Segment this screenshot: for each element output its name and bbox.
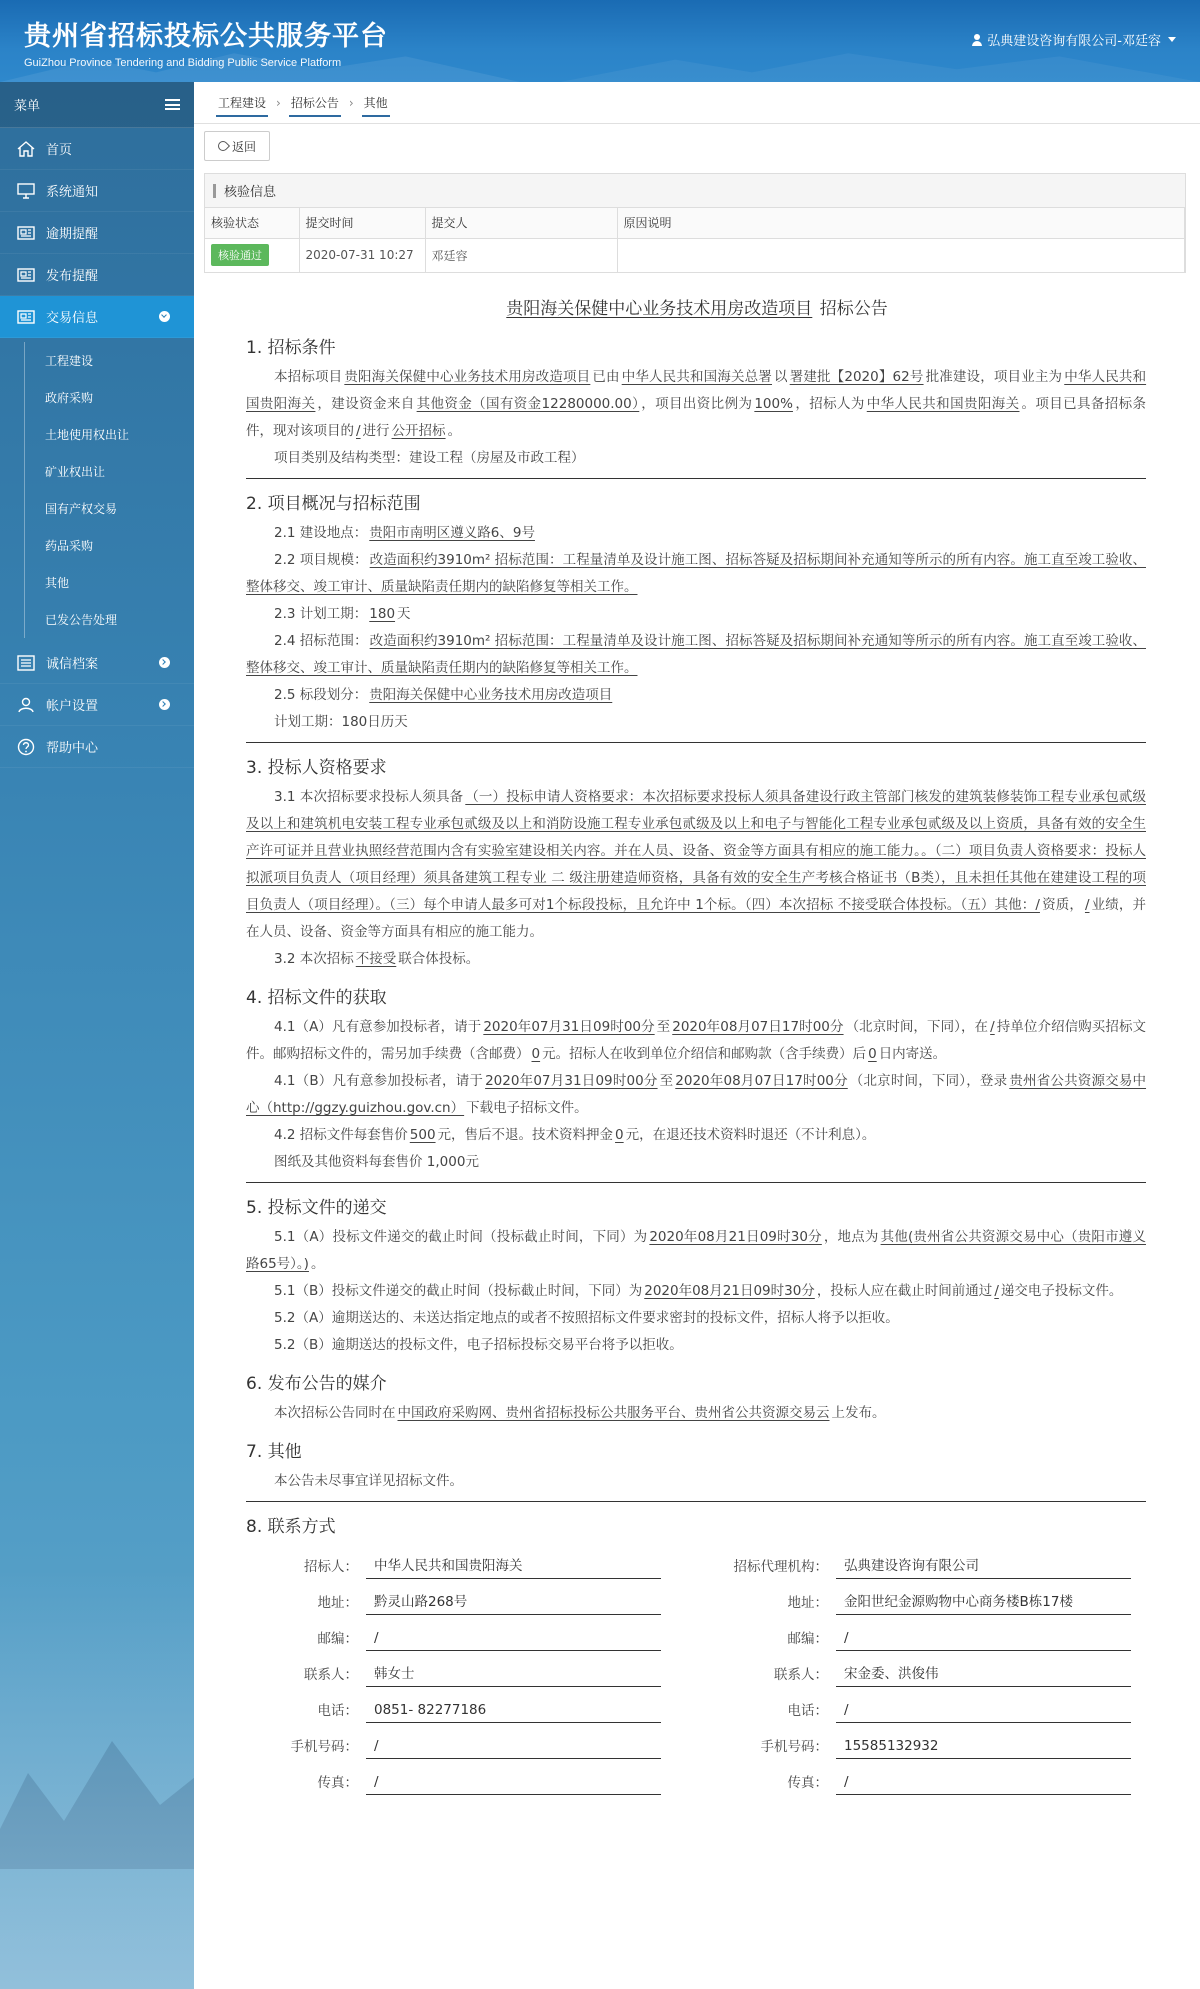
paragraph: 5.2（B）逾期送达的投标文件，电子招标投标交易平台将予以拒收。 [274,1337,683,1353]
paragraph: 4.1（A）凡有意参加投标者，请于 2020年07月31日09时00分 至 2020年08月07日17时00分 （北京时间，下同），在 / 持单位介绍信购买招标文件。邮购招标文件的，需另加手续费（含邮费） 0 元。招标人在收到单位介绍信和邮购款（含手续费）后 0 日内寄送。 [246,1019,1147,1062]
sidebar [0,82,194,1989]
paragraph: 本公告未尽事宜详见招标文件。 [274,1473,463,1489]
subitem-label: 已发公告处理 [45,613,118,627]
paragraph: 2.5 标段划分： 贵阳海关保健中心业务技术用房改造项目 [274,687,613,703]
sidebar-item-help[interactable] [0,726,194,768]
section-heading: 5. 投标文件的递交 [246,1198,387,1218]
document-title [246,294,1146,319]
sidebar-item-label: 交易信息 [46,311,99,326]
sidebar-subitem-medicine[interactable] [0,527,194,564]
verify-table [205,208,1185,272]
contact-info [246,1543,1146,1795]
back-button[interactable] [204,131,270,161]
paragraph: 2.4 招标范围： 改造面积约3910m² 招标范围：工程量清单及设计施工图、招标答疑及招标期间补充通知等所示的所有内容。施工直至竣工验收、整体移交、竣工审计、质量缺陷责任期内的缺陷修复等相关工作。 [246,633,1146,676]
paragraph: 2.2 项目规模： 改造面积约3910m² 招标范围：工程量清单及设计施工图、招标答疑及招标期间补充通知等所示的所有内容。施工直至竣工验收、整体移交、竣工审计、质量缺陷责任期内的缺陷修复等相关工作。 [246,552,1146,595]
section-4 [246,983,1146,1183]
sidebar-item-notice[interactable] [0,170,194,212]
subitem-label: 矿业权出让 [45,465,106,479]
user-name: 弘典建设咨询有限公司-邓廷容 [987,34,1161,49]
paragraph: 本次招标公告同时在 中国政府采购网、贵州省招标投标公共服务平台、贵州省公共资源交易云 上发布。 [274,1405,886,1421]
platform-logo[interactable] [24,14,388,69]
contact-agency [716,1543,1146,1795]
section-heading: 4. 招标文件的获取 [246,988,387,1008]
column-header: 提交人 [425,208,617,238]
paragraph: 项目类别及结构类型：建设工程（房屋及市政工程） [274,450,585,466]
status-cell [205,238,299,272]
section-6 [246,1369,1146,1427]
sidebar-item-overdue[interactable] [0,212,194,254]
main-content [194,82,1200,1989]
column-header: 提交时间 [299,208,425,238]
contact-row: 联系人： 韩女士 [246,1651,676,1687]
paragraph: 2.3 计划工期： 180 天 [274,606,411,622]
section-heading: 7. 其他 [246,1442,302,1462]
sidebar-item-label: 发布提醒 [46,269,99,284]
section-7 [246,1437,1146,1502]
section-heading: 3. 投标人资格要求 [246,758,387,778]
contact-row: 联系人： 宋金委、洪俊伟 [716,1651,1146,1687]
status-badge: 核验通过 [211,244,269,266]
panel-bar [213,184,216,198]
section-heading: 6. 发布公告的媒介 [246,1374,387,1394]
sidebar-subitem-land-use[interactable] [0,416,194,453]
verify-panel [204,173,1186,273]
table-header-row [205,208,1185,238]
user-menu[interactable] [971,30,1176,49]
contact-tenderer [246,1543,676,1795]
sidebar-subitem-gov-procurement[interactable] [0,379,194,416]
sidebar-item-label: 首页 [46,143,73,158]
subitem-label: 其他 [45,576,70,590]
breadcrumb-item[interactable]: 招标公告 [285,87,345,119]
sidebar-item-label: 诚信档案 [46,657,99,672]
user-icon [16,696,36,714]
contact-row: 传真： / [716,1759,1146,1795]
platform-title: 贵州省招标投标公共服务平台 [24,21,388,52]
sidebar-subitem-state-property[interactable] [0,490,194,527]
paragraph: 计划工期：180日历天 [274,714,408,730]
submitter-cell: 邓廷容 [425,238,617,272]
menu-header [0,82,194,128]
section-8 [246,1512,1146,1795]
section-heading: 2. 项目概况与招标范围 [246,494,421,514]
paragraph: 3.1 本次招标要求投标人须具备 （一）投标申请人资格要求：本次招标要求投标人须具备建设行政主管部门核发的建筑装修装饰工程专业承包贰级及以上和建筑机电安装工程专业承包贰级及以上和消防设施工程专业承包贰级及以上和电子与智能化工程专业承包贰级及以上资质，具备有效的安全生产许可证并且营业执照经营范围内含有实验室建设相关内容。并在人员、设备、资金等方面具有相应的施工能力。。（二）项目负责人资格要求：投标人拟派项目负责人（项目经理）须具备建筑工程专业 二 级注册建造师资格，具备有效的安全生产考核合格证书（B类），且未担任其他在建建设工程的项目负责人（项目经理）。（三）每个申请人最多可对1个标段投标，且允许中 1个标。（四）本次招标 不接受联合体投标。（五）其他：/ 资质， / 业绩，并在人员、设备、资金等方面具有相应的施工能力。 [246,789,1147,940]
section-heading: 1. 招标条件 [246,338,336,358]
paragraph: 4.2 招标文件每套售价 500 元，售后不退。技术资料押金 0 元，在退还技术资料时退还（不计利息）。 [274,1127,876,1143]
paragraph: 5.1（A）投标文件递交的截止时间（投标截止时间，下同）为 2020年08月21日09时30分 ，地点为 其他(贵州省公共资源交易中心（贵阳市遵义路65号）。) 。 [246,1229,1146,1272]
time-cell: 2020-07-31 10:27 [299,238,425,272]
subitem-label: 工程建设 [45,354,94,368]
column-header: 原因说明 [617,208,1185,238]
menu-label: 菜单 [14,99,41,114]
monitor-icon [16,182,36,200]
paragraph: 4.1（B）凡有意参加投标者，请于 2020年07月31日09时00分 至 2020年08月07日17时00分 （北京时间，下同），登录 贵州省公共资源交易中心（http://ggzy.guizhou.gov.cn） 下载电子招标文件。 [246,1073,1147,1116]
sidebar-item-trade-info[interactable] [0,296,194,338]
paragraph: 2.1 建设地点： 贵阳市南明区遵义路6、9号 [274,525,535,541]
title-suffix: 招标公告 [819,299,888,319]
breadcrumb-item[interactable]: 其他 [358,87,394,119]
contact-row: 招标人： 中华人民共和国贵阳海关 [246,1543,676,1579]
sidebar-subitem-other[interactable] [0,564,194,601]
sidebar-item-label: 系统通知 [46,185,99,200]
announcement-document [246,294,1146,1795]
platform-link[interactable]: 贵州省公共资源交易中心（http://ggzy.guizhou.gov.cn） [246,1073,1147,1116]
sidebar-item-label: 帐户设置 [46,699,99,714]
column-header: 核验状态 [205,208,299,238]
section-heading: 8. 联系方式 [246,1517,336,1537]
home-icon [16,140,36,158]
sidebar-item-home[interactable] [0,128,194,170]
question-icon [16,738,36,756]
sidebar-item-publish[interactable] [0,254,194,296]
contact-row: 电话： 0851- 82277186 [246,1687,676,1723]
back-icon [216,139,230,153]
sidebar-item-label: 帮助中心 [46,741,99,756]
section-3 [246,753,1146,973]
sidebar-item-credit[interactable] [0,642,194,684]
sidebar-subitem-mining[interactable] [0,453,194,490]
contact-row: 传真： / [246,1759,676,1795]
newspaper-icon [16,266,36,284]
sidebar-subitem-construction[interactable] [0,342,194,379]
table-row [205,238,1185,272]
subitem-label: 国有产权交易 [45,502,118,516]
paragraph: 5.2（A）逾期送达的、未送达指定地点的或者不按照招标文件要求密封的投标文件，招标人将予以拒收。 [274,1310,899,1326]
subitem-label: 药品采购 [45,539,94,553]
breadcrumb [194,82,1200,124]
section-5 [246,1193,1146,1359]
list-icon [16,654,36,672]
chevron-right-icon [159,657,170,668]
paragraph: 图纸及其他资料每套售价 1,000元 [274,1154,479,1170]
sidebar-subitem-published[interactable] [0,601,194,638]
back-label: 返回 [231,139,256,154]
caret-down-icon [1168,37,1176,42]
chevron-right-icon [159,699,170,710]
contact-row: 邮编： / [716,1615,1146,1651]
contact-row: 地址： 金阳世纪金源购物中心商务楼B栋17楼 [716,1579,1146,1615]
subitem-label: 政府采购 [45,391,94,405]
header-mountain-decor [560,50,1200,82]
sidebar-fog-decor [0,1569,194,1989]
user-icon [971,34,983,46]
contact-row: 招标代理机构： 弘典建设咨询有限公司 [716,1543,1146,1579]
contact-row: 手机号码： 15585132932 [716,1723,1146,1759]
verify-panel-header [205,174,1185,208]
project-name: 贵阳海关保健中心业务技术用房改造项目 [506,299,813,319]
top-header [0,0,1200,82]
section-2 [246,489,1146,743]
chevron-down-icon [159,311,170,322]
platform-subtitle: GuiZhou Province Tendering and Bidding Public Service Platform [24,57,342,69]
contact-row: 电话： / [716,1687,1146,1723]
contact-row: 手机号码： / [246,1723,676,1759]
verify-title: 核验信息 [224,185,277,200]
hamburger-icon[interactable] [165,99,180,110]
subitem-label: 土地使用权出让 [45,428,130,442]
newspaper-icon [16,224,36,242]
breadcrumb-item[interactable]: 工程建设 [212,87,272,119]
contact-row: 邮编： / [246,1615,676,1651]
chevron-right-icon: › [276,95,281,110]
section-1 [246,333,1146,479]
paragraph: 5.1（B）投标文件递交的截止时间（投标截止时间，下同）为 2020年08月21日09时30分 ，投标人应在截止时间前通过 / 递交电子投标文件。 [274,1283,1123,1299]
contact-row: 地址： 黔灵山路268号 [246,1579,676,1615]
chevron-right-icon: › [348,95,354,110]
paragraph: 3.2 本次招标 不接受 联合体投标。 [274,951,480,967]
sidebar-item-account[interactable] [0,684,194,726]
newspaper-icon [16,308,36,326]
reason-cell [617,238,1185,272]
paragraph: 本招标项目 贵阳海关保健中心业务技术用房改造项目 已由 中华人民共和国海关总署 以 署建批【2020】62号 批准建设，项目业主为 中华人民共和国贵阳海关 ，建设资金来自 其他资金（国有资金12280000.00） ，项目出资比例为 100% ，招标人为 中华人民共和国贵阳海关 。项目已具备招标条件，现对该项目的 / 进行 公开招标 。 [246,369,1147,439]
sidebar-item-label: 逾期提醒 [46,227,99,242]
